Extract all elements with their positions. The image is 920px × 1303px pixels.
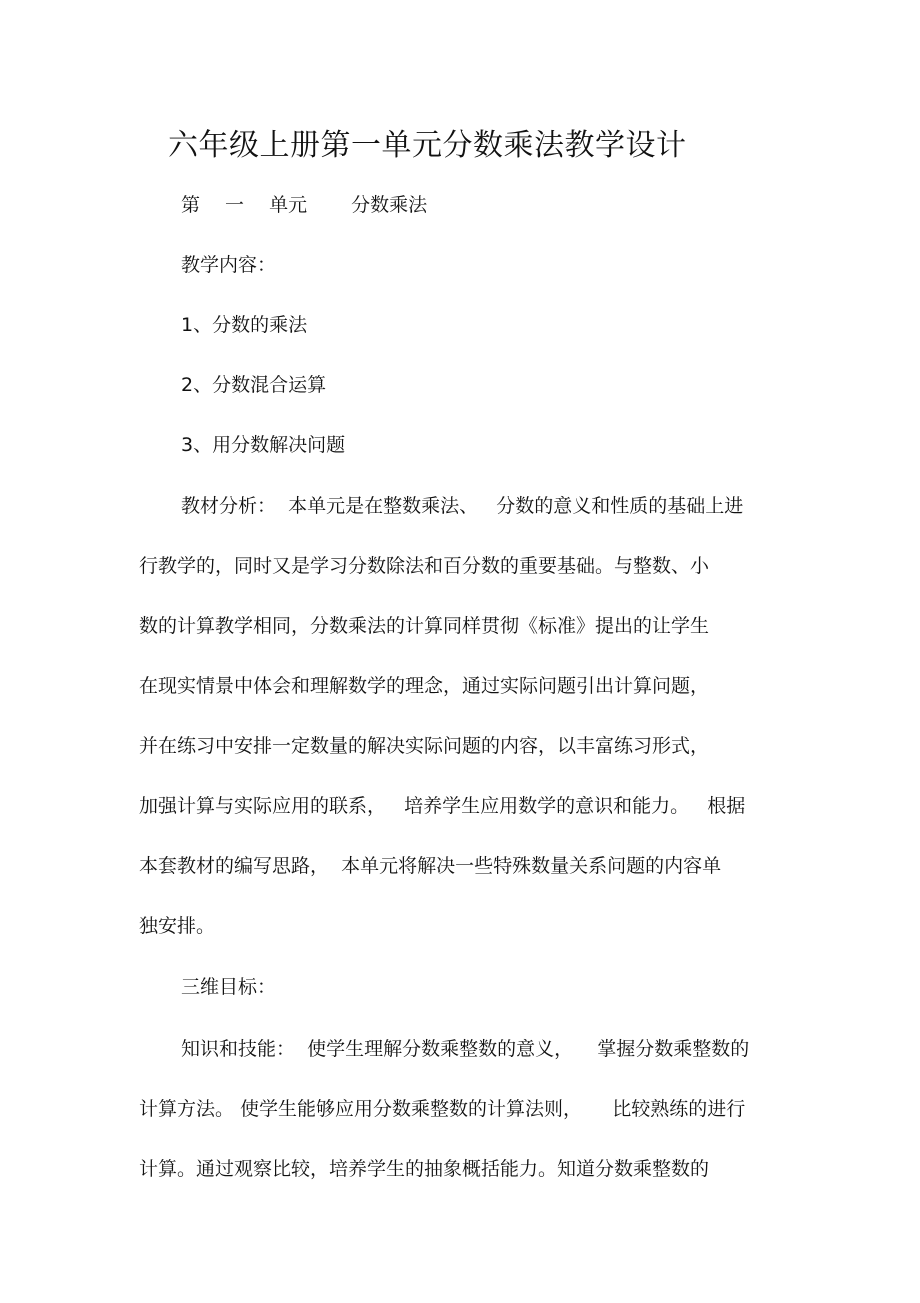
analysis-line: 独安排。	[139, 915, 216, 937]
content-heading: 教学内容：	[181, 254, 277, 276]
document-title: 六年级上册第一单元分数乘法教学设计	[168, 128, 687, 163]
analysis-line: 加强计算与实际应用的联系， 培养学生应用数学的意识和能力。 根据	[139, 795, 746, 817]
goals-heading: 三维目标：	[181, 976, 277, 998]
analysis-line: 行教学的，同时又是学习分数除法和百分数的重要基础。与整数、小	[139, 555, 710, 577]
content-item: 3、用分数解决问题	[181, 434, 346, 456]
content-item: 1、分数的乘法	[181, 314, 308, 336]
analysis-line: 数的计算教学相同，分数乘法的计算同样贯彻《标准》提出的让学生	[139, 615, 710, 637]
knowledge-line: 计算。通过观察比较，培养学生的抽象概括能力。知道分数乘整数的	[139, 1158, 710, 1180]
analysis-line: 教材分析： 本单元是在整数乘法、 分数的意义和性质的基础上进	[181, 495, 744, 517]
analysis-line: 并在练习中安排一定数量的解决实际问题的内容，以丰富练习形式，	[139, 735, 710, 757]
analysis-line: 本套教材的编写思路， 本单元将解决一些特殊数量关系问题的内容单	[139, 855, 722, 877]
knowledge-line: 知识和技能： 使学生理解分数乘整数的意义， 掌握分数乘整数的	[181, 1038, 750, 1060]
unit-heading: 第 一 单元 分数乘法	[181, 194, 428, 216]
analysis-line: 在现实情景中体会和理解数学的理念，通过实际问题引出计算问题，	[139, 675, 710, 697]
content-item: 2、分数混合运算	[181, 374, 327, 396]
knowledge-line: 计算方法。 使学生能够应用分数乘整数的计算法则， 比较熟练的进行	[139, 1098, 746, 1120]
